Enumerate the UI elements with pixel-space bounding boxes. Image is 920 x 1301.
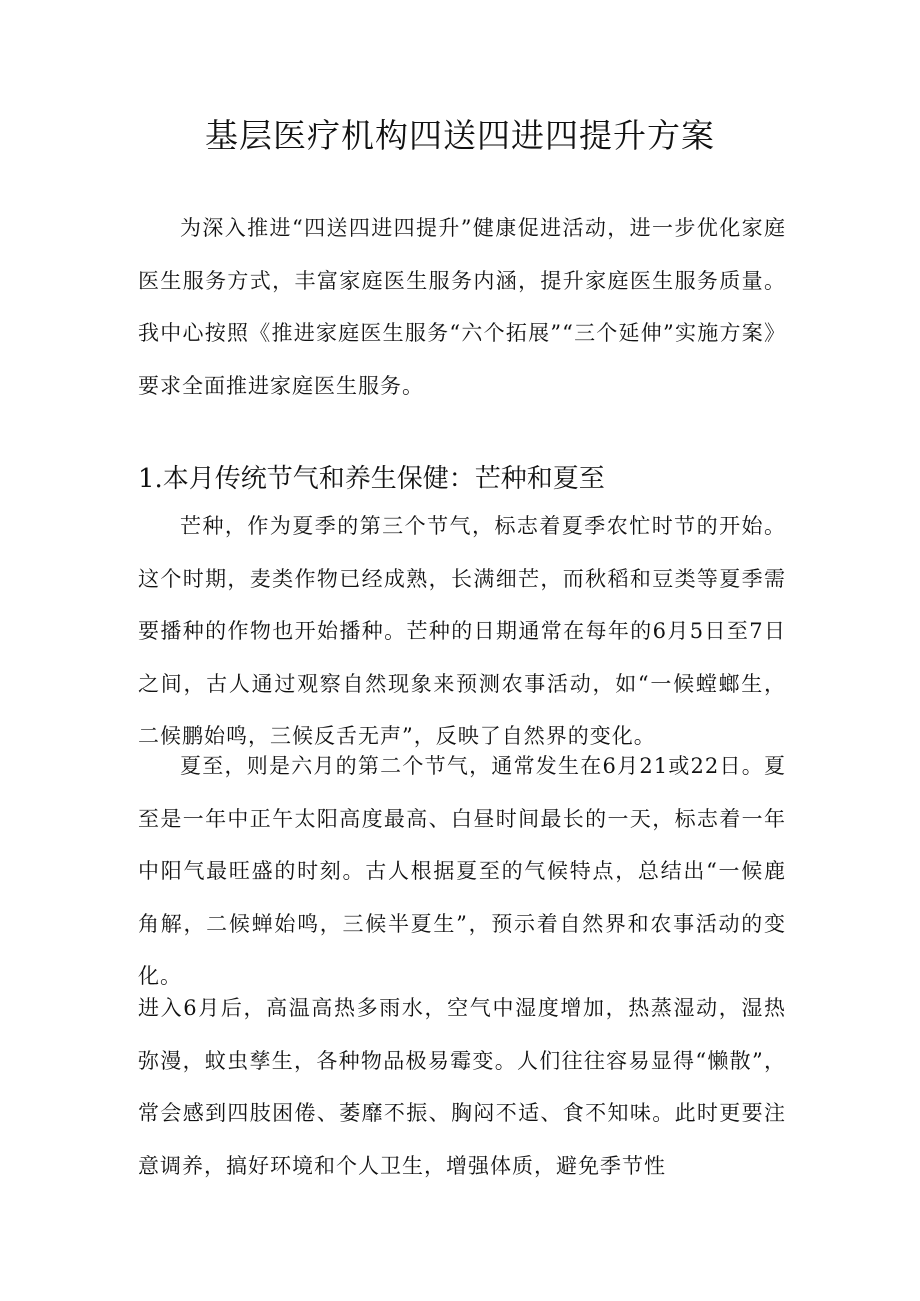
mangzhong-paragraph: 芒种，作为夏季的第三个节气，标志着夏季农忙时节的开始。这个时期，麦类作物已经成熟，长满细芒，而秋稻和豆类等夏季需要播种的作物也开始播种。芒种的日期通常在每年的6月5日至7日之间，古人通过观察自然现象来预测农事活动，如“一候螳螂生，二候鹏始鸣，三候反舌无声”，反映了自然界的变化。 (138, 514, 786, 748)
june-health-paragraph: 进入6月后，高温高热多雨水，空气中湿度增加，热蒸湿动，湿热弥漫，蚊虫孳生，各种物品极易霉变。人们往往容易显得“懒散”，常会感到四肢困倦、萎靡不振、胸闷不适、食不知味。此时更要注意调养，搞好环境和个人卫生，增强体质，避免季节性 (138, 996, 786, 1178)
section-heading: 1.本月传统节气和养生保健：芒种和夏至 (138, 464, 605, 494)
xiazhi-paragraph: 夏至，则是六月的第二个节气，通常发生在6月21或22日。夏至是一年中正午太阳高度最高、白昼时间最长的一天，标志着一年中阳气最旺盛的时刻。古人根据夏至的气候特点，总结出“一候鹿角解，二候蝉始鸣，三候半夏生”，预示着自然界和农事活动的变化。 (138, 754, 786, 988)
intro-paragraph: 为深入推进“四送四进四提升”健康促进活动，进一步优化家庭医生服务方式，丰富家庭医生服务内涵，提升家庭医生服务质量。我中心按照《推进家庭医生服务“六个拓展”“三个延伸”实施方案》要求全面推进家庭医生服务。 (138, 216, 786, 398)
document-title: 基层医疗机构四送四进四提升方案 (205, 116, 715, 155)
